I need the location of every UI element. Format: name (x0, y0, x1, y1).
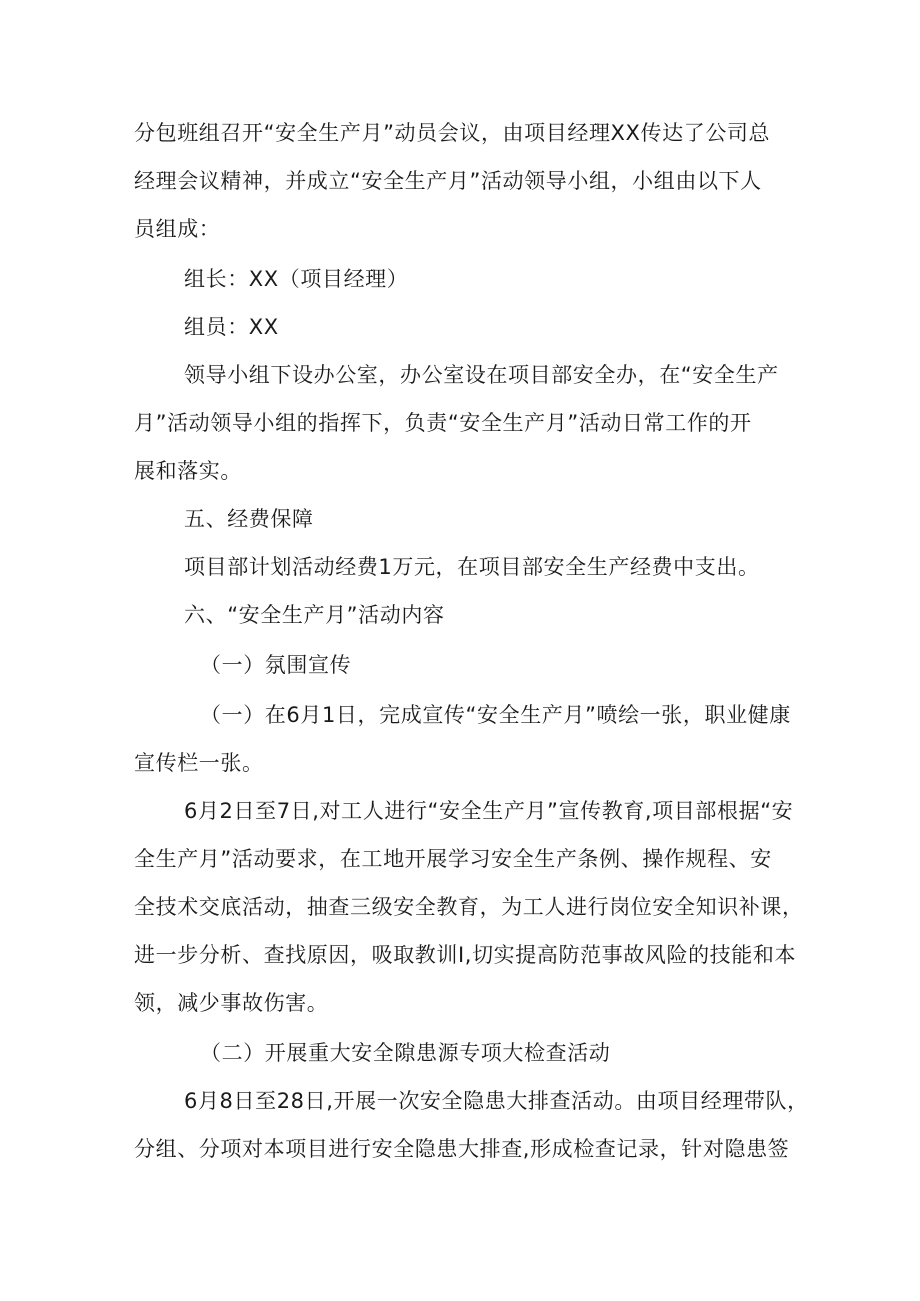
paragraph-line: 月”活动领导小组的指挥下，负责“安全生产月”活动日常工作的开 (134, 411, 752, 435)
section-heading-funding: 五、经费保障 (184, 507, 314, 531)
paragraph-line: 领导小组下设办公室，办公室设在项目部安全办，在“安全生产 (184, 363, 779, 387)
team-leader-line: 组长：XX（项目经理） (184, 267, 409, 291)
subsection-heading-atmosphere: （一）氛围宣传 (200, 653, 352, 677)
paragraph-line: 全技术交底活动，抽查三级安全教育，为工人进行岗位安全知识补课， (134, 895, 804, 919)
paragraph-line: （一）在6月1日，完成宣传“安全生产月”喷绘一张，职业健康 (200, 703, 791, 727)
paragraph-line: 进一步分析、查找原因，吸取教训I,切实提高防范事故风险的技能和本 (134, 943, 797, 967)
paragraph-line: 经理会议精神，并成立“安全生产月”活动领导小组，小组由以下人 (134, 169, 762, 193)
paragraph-line: 6月8日至28日,开展一次安全隐患大排查活动。由项目经理带队， (184, 1089, 809, 1113)
paragraph-line: 展和落实。 (134, 459, 242, 483)
section-heading-activities: 六、“安全生产月”活动内容 (184, 603, 445, 627)
paragraph-line: 分组、分项对本项目进行安全隐患大排查,形成检查记录，针对隐患签 (134, 1137, 790, 1161)
paragraph-line: 全生产月”活动要求，在工地开展学习安全生产条例、操作规程、安 (134, 847, 772, 871)
paragraph-line: 领，减少事故伤害。 (134, 991, 329, 1015)
paragraph-line: 项目部计划活动经费1万元，在项目部安全生产经费中支出。 (184, 555, 760, 579)
subsection-heading-inspection: （二）开展重大安全隙患源专项大检查活动 (200, 1041, 611, 1065)
paragraph-line: 宣传栏一张。 (134, 751, 264, 775)
paragraph-line: 分包班组召开“安全生产月”动员会议，由项目经理XX传达了公司总 (134, 121, 771, 145)
paragraph-line: 6月2日至7日,对工人进行“安全生产月”宣传教育,项目部根据“安 (184, 799, 794, 823)
team-member-line: 组员：XX (184, 315, 279, 339)
paragraph-line: 员组成： (134, 217, 221, 241)
